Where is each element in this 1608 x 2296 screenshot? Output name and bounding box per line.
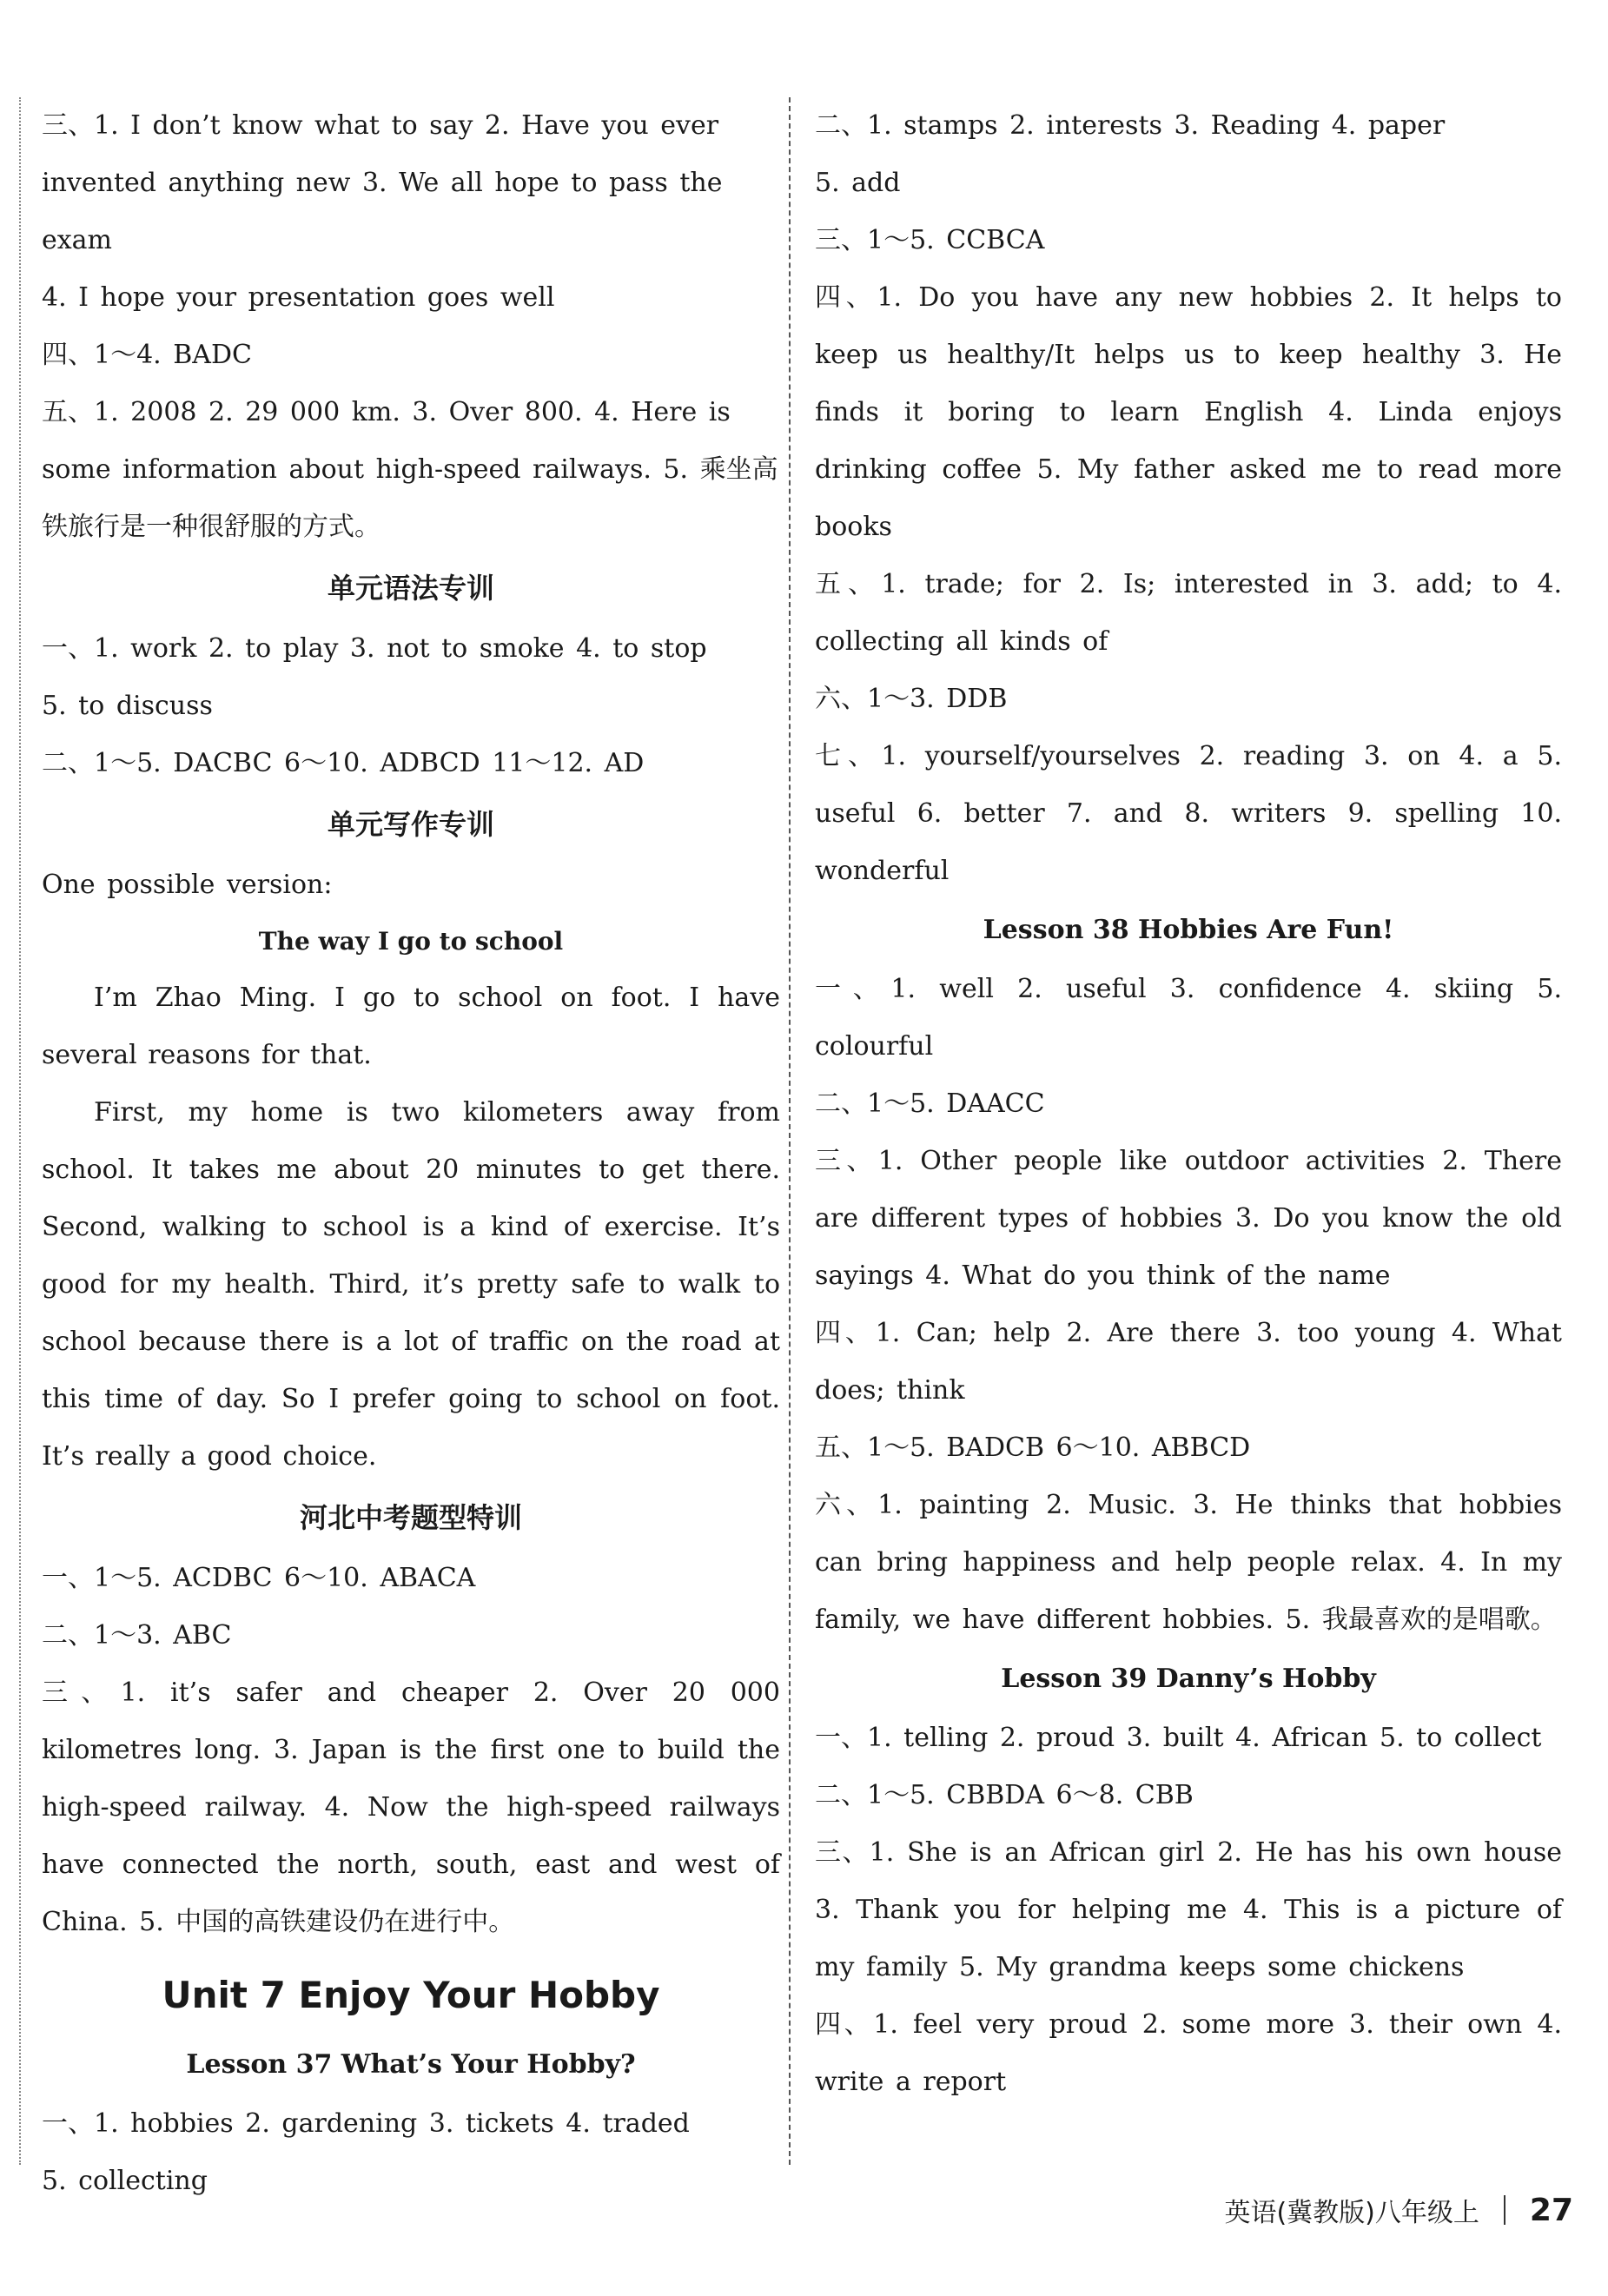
answer-line: 二、1～3. ABC xyxy=(42,1620,232,1651)
answer-line: 5. collecting xyxy=(42,2166,208,2196)
answer-line: 一、1. hobbies 2. gardening 3. tickets 4. traded xyxy=(42,2108,690,2139)
lesson-title: Lesson 37 What’s Your Hobby? xyxy=(186,2049,636,2080)
answer-block: 四、1. Can; help 2. Are there 3. too young 4. What does; think xyxy=(815,1318,1562,1406)
answer-block: 四、1. Do you have any new hobbies 2. It helps to keep us healthy/It helps us to keep healthy 3. He finds it boring to learn English 4. Linda enjoys drinking coffee 5. My father asked me to read more books xyxy=(815,282,1562,542)
answer-line: 五、1～5. BADCB 6～10. ABBCD xyxy=(815,1433,1251,1463)
answer-line: 二、1～5. CBBDA 6～8. CBB xyxy=(815,1780,1194,1810)
answer-block: 四、1. feel very proud 2. some more 3. their own 4. write a report xyxy=(815,2009,1562,2097)
section-heading-grammar: 单元语法专训 xyxy=(327,572,494,605)
answer-block: 三、1. it’s safer and cheaper 2. Over 20 000 kilometres long. 3. Japan is the first one to build the high-speed railway. 4. Now the high-speed railways have connected the north, south, east and west of China. 5. 中国的高铁建设仍在进行中。 xyxy=(42,1677,780,1937)
answer-line: 二、1. stamps 2. interests 3. Reading 4. paper xyxy=(815,110,1446,141)
column-divider xyxy=(789,97,791,2165)
lesson-title: Lesson 38 Hobbies Are Fun! xyxy=(983,915,1394,945)
answer-block: 三、1. She is an African girl 2. He has his own house 3. Thank you for helping me 4. This is a picture of my family 5. My grandma keeps some chickens xyxy=(815,1837,1562,1982)
page-edge-line xyxy=(19,97,21,2165)
answer-line: 四、1～4. BADC xyxy=(42,340,252,370)
answer-line: 二、1～5. DAACC xyxy=(815,1088,1045,1119)
answer-block: 七、1. yourself/yourselves 2. reading 3. on 4. a 5. useful 6. better 7. and 8. writers 9. spelling 10. wonderful xyxy=(815,741,1562,886)
book-title: 英语(冀教版)八年级上 xyxy=(1224,2198,1479,2228)
answer-line: invented anything new 3. We all hope to pass the exam xyxy=(42,168,723,255)
answer-line: some information about high-speed railways. 5. 乘坐高 xyxy=(42,454,778,485)
answer-line: 三、1～5. CCBCA xyxy=(815,225,1045,255)
answer-line: 五、1. 2008 2. 29 000 km. 3. Over 800. 4. Here is xyxy=(42,397,731,427)
page-number: 27 xyxy=(1529,2192,1573,2228)
answer-block: 一、1. well 2. useful 3. confidence 4. skiing 5. colourful xyxy=(815,974,1562,1062)
page-footer xyxy=(1224,2191,1573,2229)
answer-line: 铁旅行是一种很舒服的方式。 xyxy=(42,512,380,542)
answer-line: 一、1～5. ACDBC 6～10. ABACA xyxy=(42,1563,476,1593)
section-heading-hebei: 河北中考题型特训 xyxy=(299,1501,522,1534)
left-column xyxy=(42,97,780,2210)
answer-line: 一、1. work 2. to play 3. not to smoke 4. to stop xyxy=(42,633,707,664)
answer-block: 三、1. Other people like outdoor activities 2. There are different types of hobbies 3. Do you know the old sayings 4. What do you think of the name xyxy=(815,1146,1562,1291)
answer-line: 4. I hope your presentation goes well xyxy=(42,282,555,313)
essay-paragraph: First, my home is two kilometers away from school. It takes me about 20 minutes to get there. Second, walking to school is a kind of exercise. It’s good for my health. Third, it’s pretty safe to walk to school because there is a lot of traffic on the road at this time of day. So I prefer going to school on foot. It’s really a good choice. xyxy=(42,1097,780,1472)
answer-block: 五、1. trade; for 2. Is; interested in 3. add; to 4. collecting all kinds of xyxy=(815,569,1562,657)
answer-line: 5. to discuss xyxy=(42,691,213,721)
writing-intro: One possible version: xyxy=(42,870,333,900)
section-heading-writing: 单元写作专训 xyxy=(327,808,494,841)
answer-block: 六、1. painting 2. Music. 3. He thinks that hobbies can bring happiness and help people relax. 4. In my family, we have different hobbies. 5. 我最喜欢的是唱歌。 xyxy=(815,1490,1562,1635)
essay-paragraph: I’m Zhao Ming. I go to school on foot. I have several reasons for that. xyxy=(42,983,780,1070)
answer-line: 三、1. I don’t know what to say 2. Have you ever xyxy=(42,110,719,141)
answer-line: 六、1～3. DDB xyxy=(815,684,1008,714)
lesson-title: Lesson 39 Danny’s Hobby xyxy=(1001,1664,1376,1694)
essay-title: The way I go to school xyxy=(258,927,564,956)
answer-line: 5. add xyxy=(815,168,901,198)
unit-title: Unit 7 Enjoy Your Hobby xyxy=(162,1974,660,2016)
answer-block: 一、1. telling 2. proud 3. built 4. African 5. to collect xyxy=(815,1723,1542,1753)
answer-line: 二、1～5. DACBC 6～10. ADBCD 11～12. AD xyxy=(42,748,645,778)
footer-separator xyxy=(1504,2195,1505,2225)
right-column xyxy=(815,97,1562,2111)
